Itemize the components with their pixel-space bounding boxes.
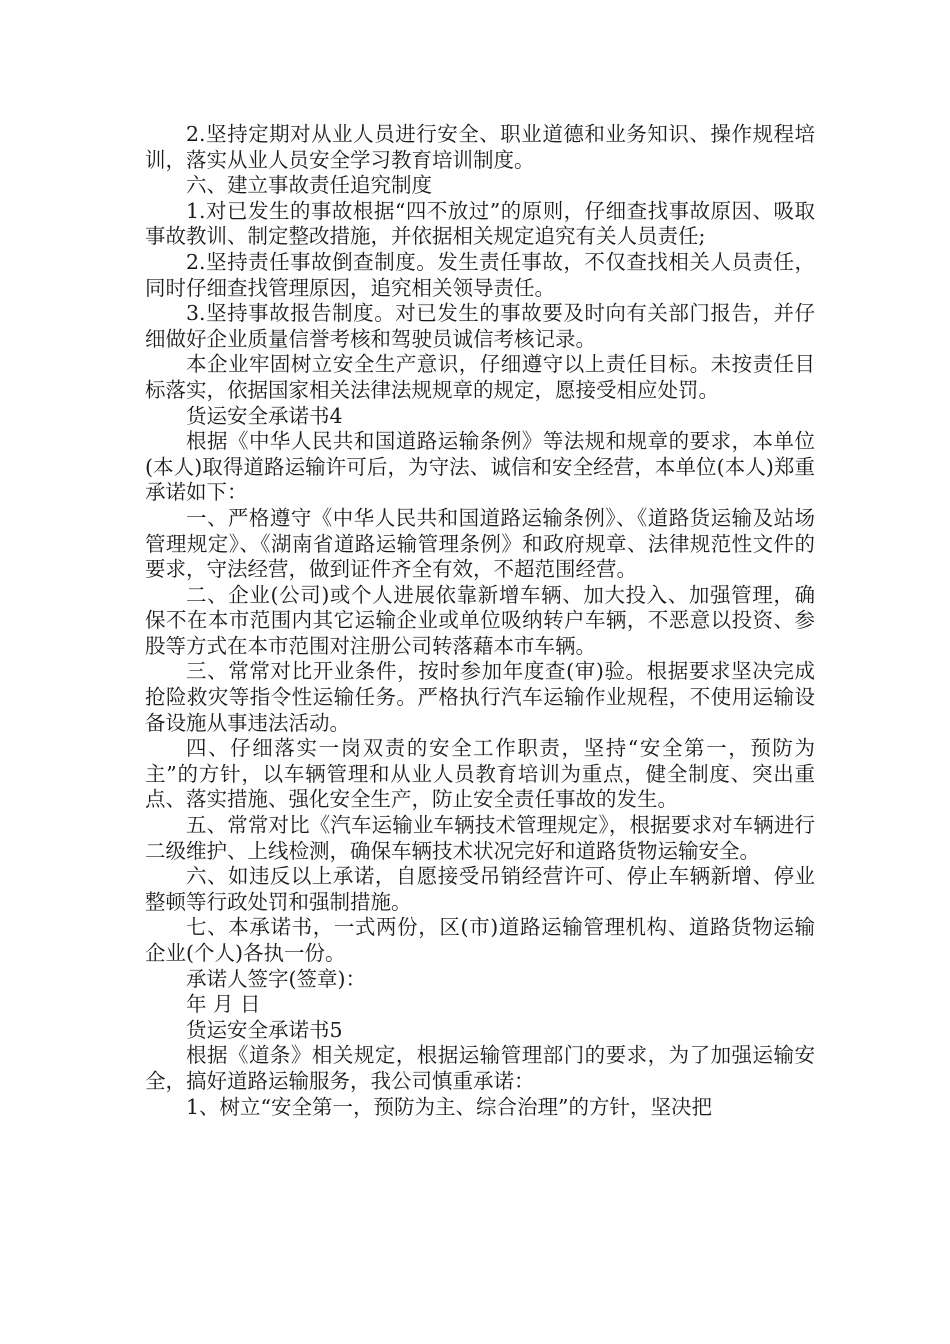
paragraph-item-5: 五、常常对比《汽车运输业车辆技术管理规定》，根据要求对车辆进行二级维护、上线检测，确保车辆技术状况完好和道路货物运输安全。 — [145, 813, 815, 863]
section-title-4: 货运安全承诺书4 — [186, 403, 343, 428]
paragraph-item-6: 六、如违反以上承诺，自愿接受吊销经营许可、停止车辆新增、停业整顿等行政处罚和强制措施。 — [145, 864, 815, 914]
paragraph-item-2: 二、企业(公司)或个人进展依靠新增车辆、加大投入、加强管理，确保不在本市范围内其它运输企业或单位吸纳转户车辆，不恶意以投资、参股等方式在本市范围对注册公司转落藉本市车辆。 — [145, 582, 815, 658]
paragraph-intro-4: 根据《中华人民共和国道路运输条例》等法规和规章的要求，本单位(本人)取得道路运输许可后，为守法、诚信和安全经营，本单位(本人)郑重承诺如下： — [145, 429, 815, 505]
paragraph-four-no-release: 1.对已发生的事故根据“四不放过”的原则，仔细查找事故原因、吸取事故教训、制定整改措施，并依据相关规定追究有关人员责任; — [145, 198, 815, 249]
paragraph-item-7: 七、本承诺书，一式两份，区(市)道路运输管理机构、道路货物运输企业(个人)各执一份。 — [145, 915, 815, 965]
paragraph-training: 2.坚持定期对从业人员进行安全、职业道德和业务知识、操作规程培训，落实从业人员安全学习教育培训制度。 — [145, 122, 815, 172]
paragraph-item-1: 一、严格遵守《中华人民共和国道路运输条例》、《道路货运输及站场管理规定》、《湖南省道路运输管理条例》和政府规章、法律规范性文件的要求，守法经营，做到证件齐全有效，不超范围经营。 — [145, 505, 815, 582]
paragraph-reverse-check: 2.坚持责任事故倒查制度。发生责任事故，不仅查找相关人员责任，同时仔细查找管理原因，追究相关领导责任。 — [145, 249, 815, 300]
heading-accountability: 六、建立事故责任追究制度 — [186, 173, 432, 198]
date-line: 年 月 日 — [186, 992, 261, 1017]
paragraph-intro-5: 根据《道条》相关规定，根据运输管理部门的要求，为了加强运输安全，搞好道路运输服务，我公司慎重承诺： — [145, 1043, 815, 1093]
paragraph-item-4: 四、仔细落实一岗双责的安全工作职责，坚持“安全第一，预防为主”的方针，以车辆管理和从业人员教育培训为重点，健全制度、突出重点、落实措施、强化安全生产，防止安全责任事故的发生。 — [145, 736, 815, 812]
paragraph-reporting: 3.坚持事故报告制度。对已发生的事故要及时向有关部门报告，并仔细做好企业质量信誉考核和驾驶员诚信考核记录。 — [145, 301, 815, 351]
document-body — [145, 122, 815, 1120]
section-title-5: 货运安全承诺书5 — [186, 1017, 343, 1042]
paragraph-item-5-1: 1、树立“安全第一，预防为主、综合治理”的方针，坚决把 — [186, 1094, 713, 1119]
paragraph-commitment-summary: 本企业牢固树立安全生产意识，仔细遵守以上责任目标。未按责任目标落实，依据国家相关法律法规规章的规定，愿接受相应处罚。 — [145, 352, 815, 402]
paragraph-item-3: 三、常常对比开业条件，按时参加年度查(审)验。根据要求坚决完成抢险救灾等指令性运输任务。严格执行汽车运输作业规程，不使用运输设备设施从事违法活动。 — [145, 659, 815, 735]
signature-line: 承诺人签字(签章)： — [186, 966, 366, 991]
